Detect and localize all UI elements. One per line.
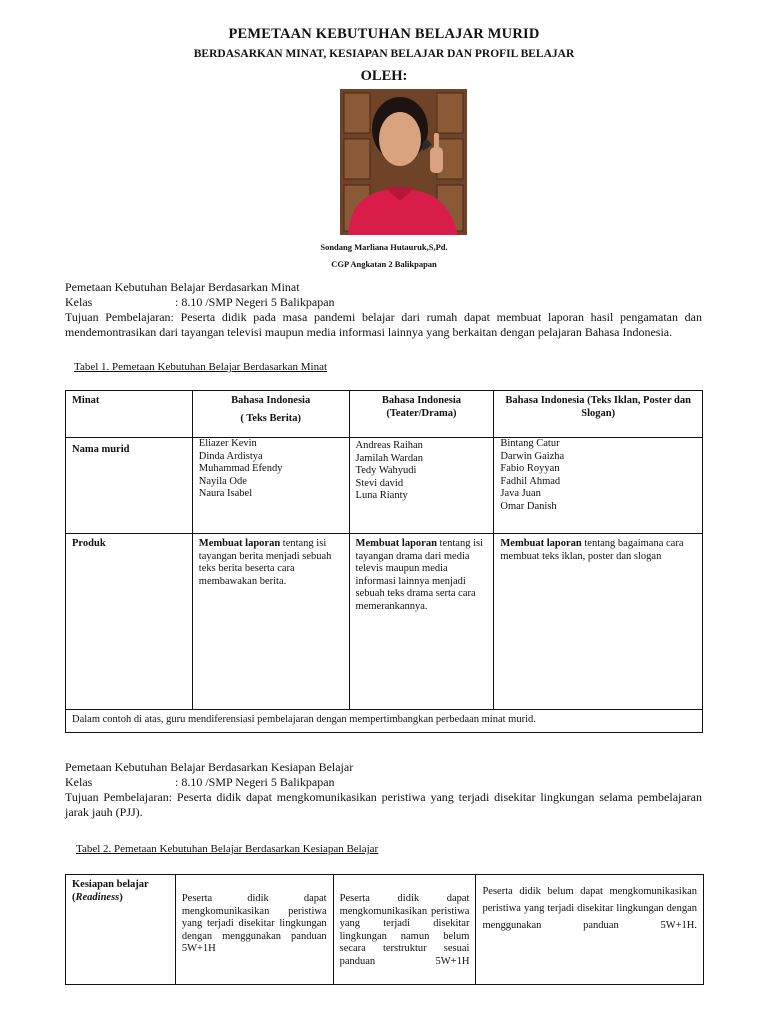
student-name: Naura Isabel [198, 488, 253, 499]
table1-product-col3 [494, 534, 703, 710]
table1-row-produk [66, 534, 703, 710]
product-text: tentang isi tayangan berita menjadi sebuah teks berita beserta cara membawakan berita. [198, 538, 332, 587]
section1-goal: Tujuan Pembelajaran: Peserta didik pada masa pandemi belajar dari rumah dapat membuat laporan hasil pengamatan dan mendemontrasikan dari tayangan televisi maupun media informasi lainnya yang berkaitan dengan pelajaran Bahasa Indonesia. [65, 310, 702, 339]
table2-row [66, 875, 704, 985]
page-title: PEMETAAN KEBUTUHAN BELAJAR MURID [228, 26, 540, 42]
table1-caption: Tabel 1. Pemetaan Kebutuhan Belajar Berdasarkan Minat [74, 361, 328, 373]
product-text: tentang bagaimana cara membuat teks iklan, poster dan slogan [500, 538, 684, 562]
readiness-level-text: Peserta didik dapat mengkomunikasikan peristiwa yang terjadi disekitar lingkungan namun belum secara terstruktur sesuai panduan 5W+1H [339, 893, 470, 967]
paren-close: ) [119, 891, 123, 903]
student-name: Luna Rianty [355, 490, 408, 501]
table1 [65, 390, 703, 733]
table1-header-row [66, 391, 703, 438]
table2-header [66, 875, 176, 985]
product-emphasis: Membuat laporan [355, 538, 437, 549]
table2-caption: Tabel 2. Pemetaan Kebutuhan Belajar Berdasarkan Kesiapan Belajar [76, 843, 379, 855]
table1-product-col1 [192, 534, 349, 710]
product-emphasis: Membuat laporan [500, 538, 582, 549]
table1-header-col1-line2: ( Teks Berita) [240, 412, 301, 424]
table1-row-label-produk: Produk [66, 534, 193, 710]
section1-class-label: Kelas [65, 295, 93, 309]
table1-header-col2 [349, 391, 494, 438]
section2-class-label: Kelas [65, 775, 93, 789]
author-affiliation: CGP Angkatan 2 Balikpapan [331, 259, 437, 269]
table1-header-col3: Bahasa Indonesia (Teks Iklan, Poster dan Slogan) [494, 391, 703, 438]
table1-students-col2 [349, 438, 494, 534]
student-name: Tedy Wahyudi [355, 465, 417, 476]
table1-header-col2-line2: (Teater/Drama) [386, 407, 457, 419]
student-name: Omar Danish [500, 500, 557, 512]
student-name: Stevi david [355, 477, 404, 489]
student-name: Eliazer Kevin [198, 438, 257, 449]
table1-students-col1 [192, 438, 349, 534]
table1-header-col2-line1: Bahasa Indonesia [381, 395, 461, 406]
section2-goal: Tujuan Pembelajaran: Peserta didik dapat mengkomunikasikan peristiwa yang terjadi disekitar lingkungan selama pembelajaran jarak jauh (PJJ). [65, 790, 702, 819]
readiness-level-text: Peserta didik belum dapat mengkomunikasikan peristiwa yang terjadi disekitar lingkungan dengan menggunakan panduan 5W+1H. [482, 886, 697, 931]
table2-header-readiness [72, 892, 169, 905]
section1-class-value: : 8.10 /SMP Negeri 5 Balikpapan [175, 295, 335, 309]
student-name: Dinda Ardistya [198, 450, 263, 462]
section1-heading: Pemetaan Kebutuhan Belajar Berdasarkan Minat [65, 280, 300, 294]
student-name: Fabio Royyan [500, 463, 560, 474]
page-subtitle: BERDASARKAN MINAT, KESIAPAN BELAJAR DAN PROFIL BELAJAR [193, 48, 575, 60]
table2-level-1 [175, 875, 333, 985]
section1-intro [65, 280, 702, 340]
section2-class-value: : 8.10 /SMP Negeri 5 Balikpapan [175, 775, 335, 789]
author-photo [340, 89, 467, 235]
readiness-level-text: Peserta didik dapat mengkomunikasikan peristiwa yang terjadi disekitar lingkungan dengan menggunakan panduan 5W+1H [181, 893, 327, 954]
student-name: Jamilah Wardan [355, 452, 424, 464]
student-name: Andreas Raihan [355, 440, 423, 451]
table2-level-3 [476, 875, 704, 985]
student-name: Darwin Gaizha [500, 450, 565, 462]
table1-product-col2 [349, 534, 494, 710]
table1-row-nama [66, 438, 703, 534]
author-name: Sondang Marliana Hutauruk,S,Pd. [320, 242, 448, 252]
table1-row-label-nama: Nama murid [66, 438, 193, 534]
table1-header-minat: Minat [66, 391, 193, 438]
by-label: OLEH: [360, 68, 408, 84]
table1-header-col1 [192, 391, 349, 438]
paren-open: ( [72, 891, 76, 903]
section2-heading: Pemetaan Kebutuhan Belajar Berdasarkan Kesiapan Belajar [65, 760, 354, 774]
table2-header-label: Kesiapan belajar [72, 879, 149, 890]
table1-students-col3 [494, 438, 703, 534]
table2 [65, 874, 704, 985]
table1-header-col1-line1: Bahasa Indonesia [231, 395, 311, 406]
product-text: tentang isi tayangan drama dari media televis maupun media informasi lainnya menjadi sebuah teks drama serta cara memerankannya. [355, 538, 483, 612]
table1-note-row [66, 710, 703, 733]
student-name: Bintang Catur [500, 438, 560, 449]
section2-intro [65, 760, 702, 820]
student-name: Muhammad Efendy [198, 463, 283, 474]
product-emphasis: Membuat laporan [198, 538, 281, 549]
table2-level-2 [333, 875, 476, 985]
student-name: Fadhil Ahmad [500, 475, 561, 487]
readiness-term: Readiness [75, 891, 120, 903]
student-name: Nayila Ode [198, 475, 247, 487]
student-name: Java Juan [500, 488, 541, 499]
table1-note: Dalam contoh di atas, guru mendiferensiasi pembelajaran dengan mempertimbangkan perbedaan minat murid. [66, 710, 703, 733]
